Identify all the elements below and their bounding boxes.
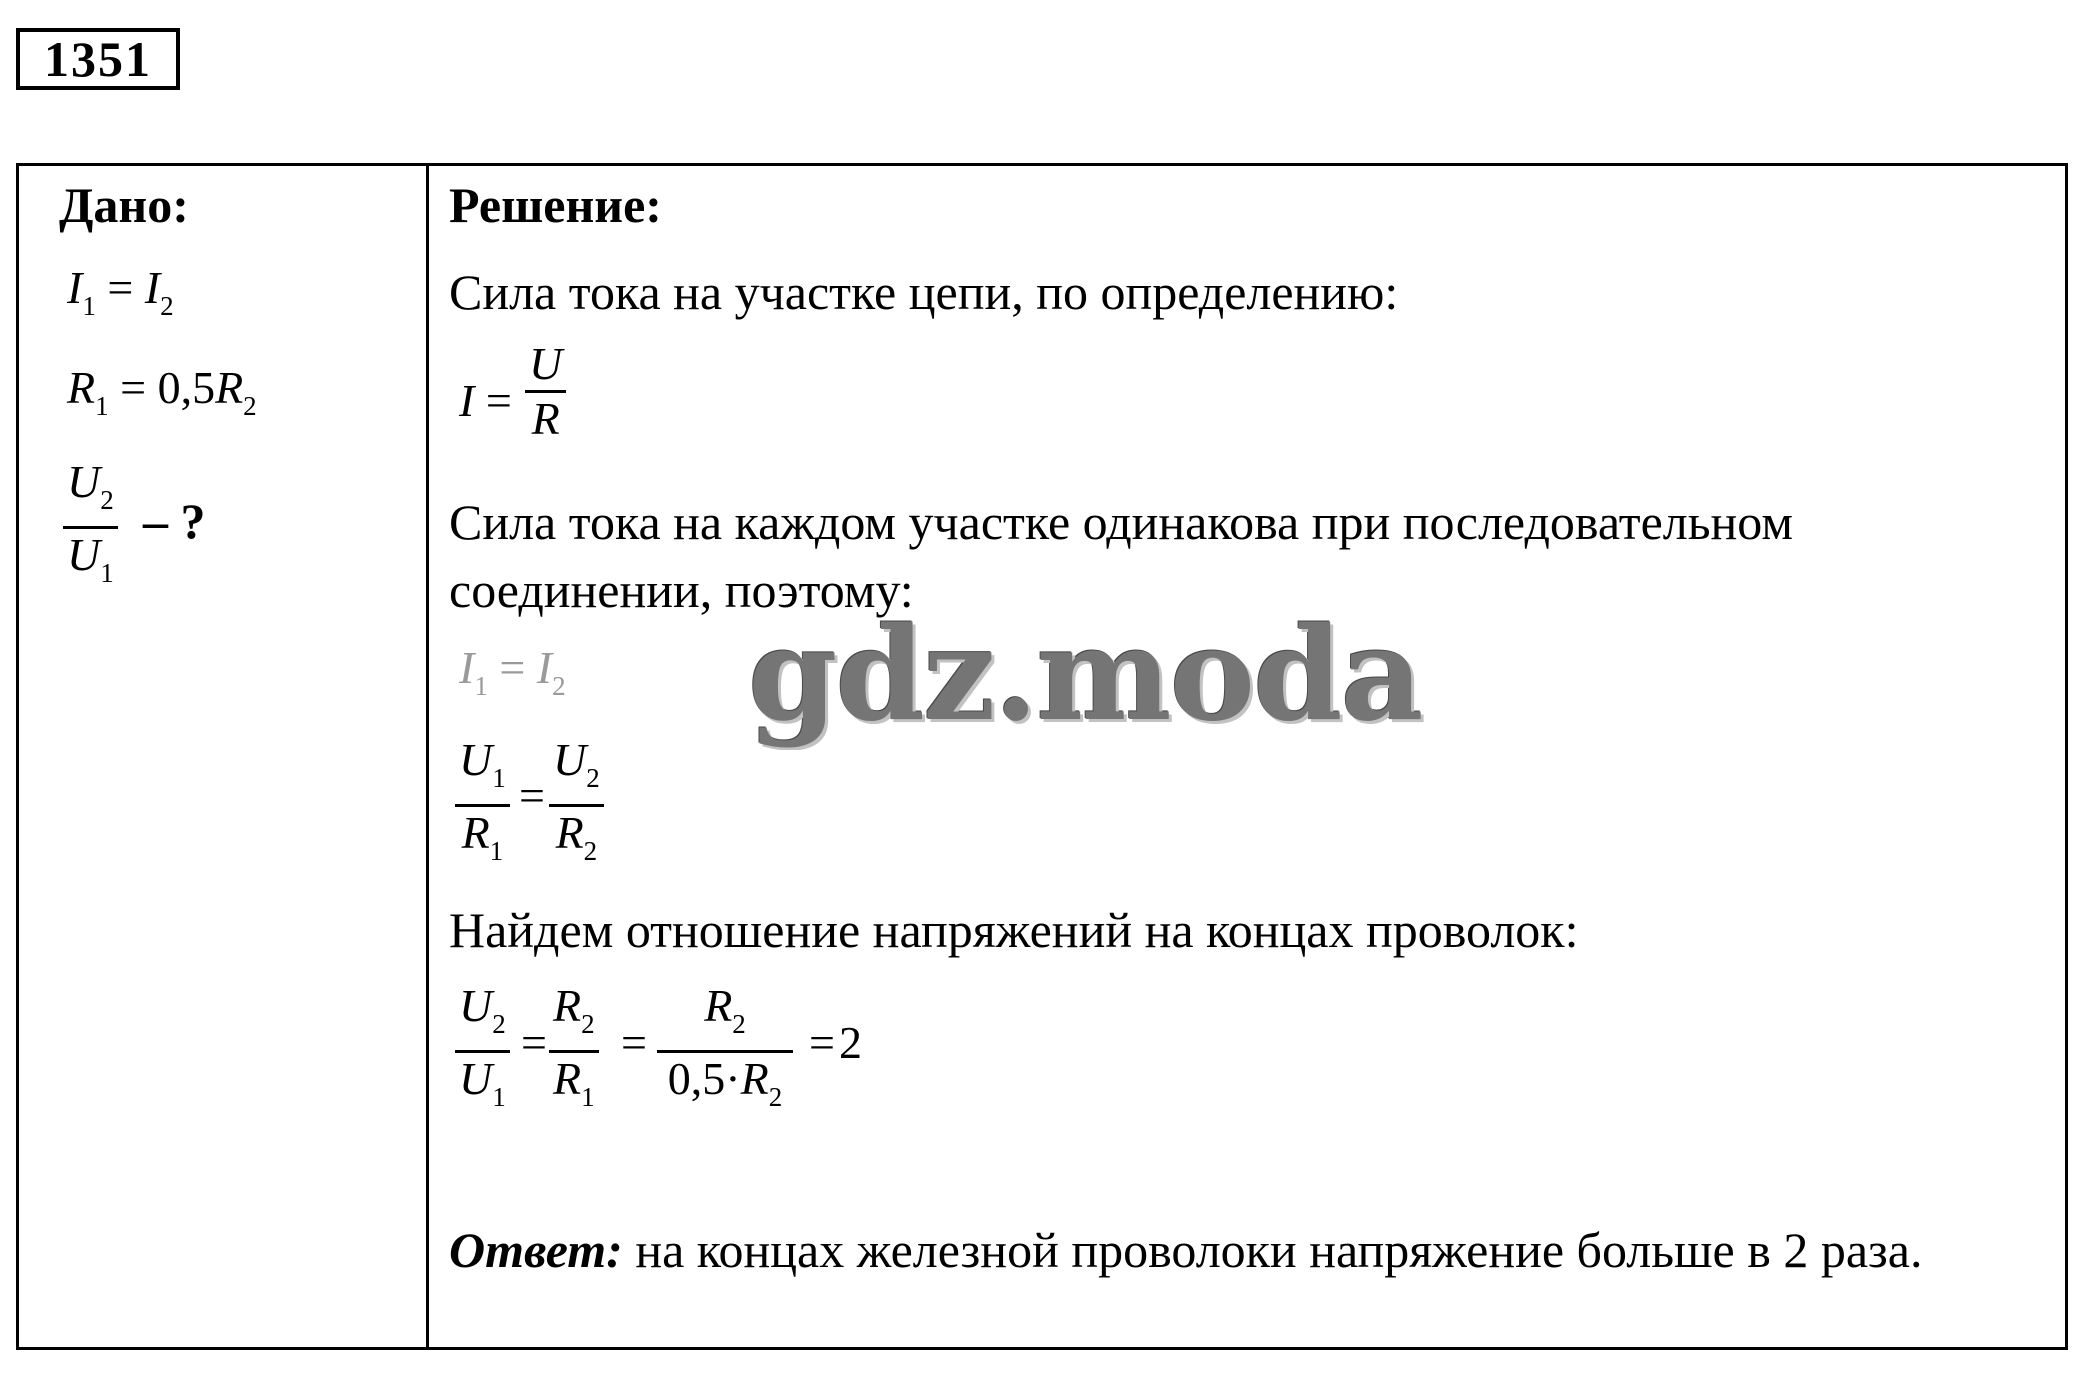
given-question-mark: – ? [143,493,206,549]
formula-resistance-ratio: $R_2$ $R_1$ [549,980,599,1123]
solution-text-series-line2: соединении, поэтому: [449,562,914,618]
answer [449,1216,2049,1284]
formula-substituted-ratio: $R_2$ $0,5\cdot R_2$ [657,980,793,1123]
formula-equal-currents: $I_1 = I_2$ [459,642,566,701]
given-equation-currents: $I_1 = I_2$ [67,262,174,321]
formula-voltage-ratio: $U_2$ $U_1$ [455,980,510,1123]
column-divider [426,166,429,1347]
problem-number: 1351 [16,28,180,90]
formula-equals-2: = [621,1017,647,1068]
solution-text-find-ratio: Найдем отношение напряжений на концах проволок: [449,902,1579,958]
formula-ohm-lhs: I = [459,375,512,426]
formula-ratio-right: $U_2$ $R_2$ [549,734,604,877]
formula-result: 2 [839,1017,862,1068]
formula-ratio-equals: = [519,770,545,821]
formula-equals-1: = [521,1017,547,1068]
formula-ohm-fraction: U R [525,338,566,445]
watermark-logo: gdz.moda [748,600,1422,750]
solution-column [449,166,2059,1347]
given-column [41,166,421,1347]
solution-text-series-line1: Сила тока на каждом участке одинакова при последовательном [449,494,1793,550]
solution-heading: Решение: [449,177,662,233]
given-question-fraction: $U_2$ $U_1$ [63,456,118,599]
solution-text-definition: Сила тока на участке цепи, по определению: [449,264,1399,320]
given-equation-resistances: $R_1 = 0,5R_2$ [67,362,257,421]
solution-table [16,163,2068,1350]
formula-equals-3: = [809,1017,835,1068]
answer-text: на концах железной проволоки напряжение больше в 2 раза. [622,1222,1923,1278]
answer-label: Ответ: [449,1222,623,1278]
formula-ratio-left: $U_1$ $R_1$ [455,734,510,877]
given-heading: Дано: [59,177,189,233]
